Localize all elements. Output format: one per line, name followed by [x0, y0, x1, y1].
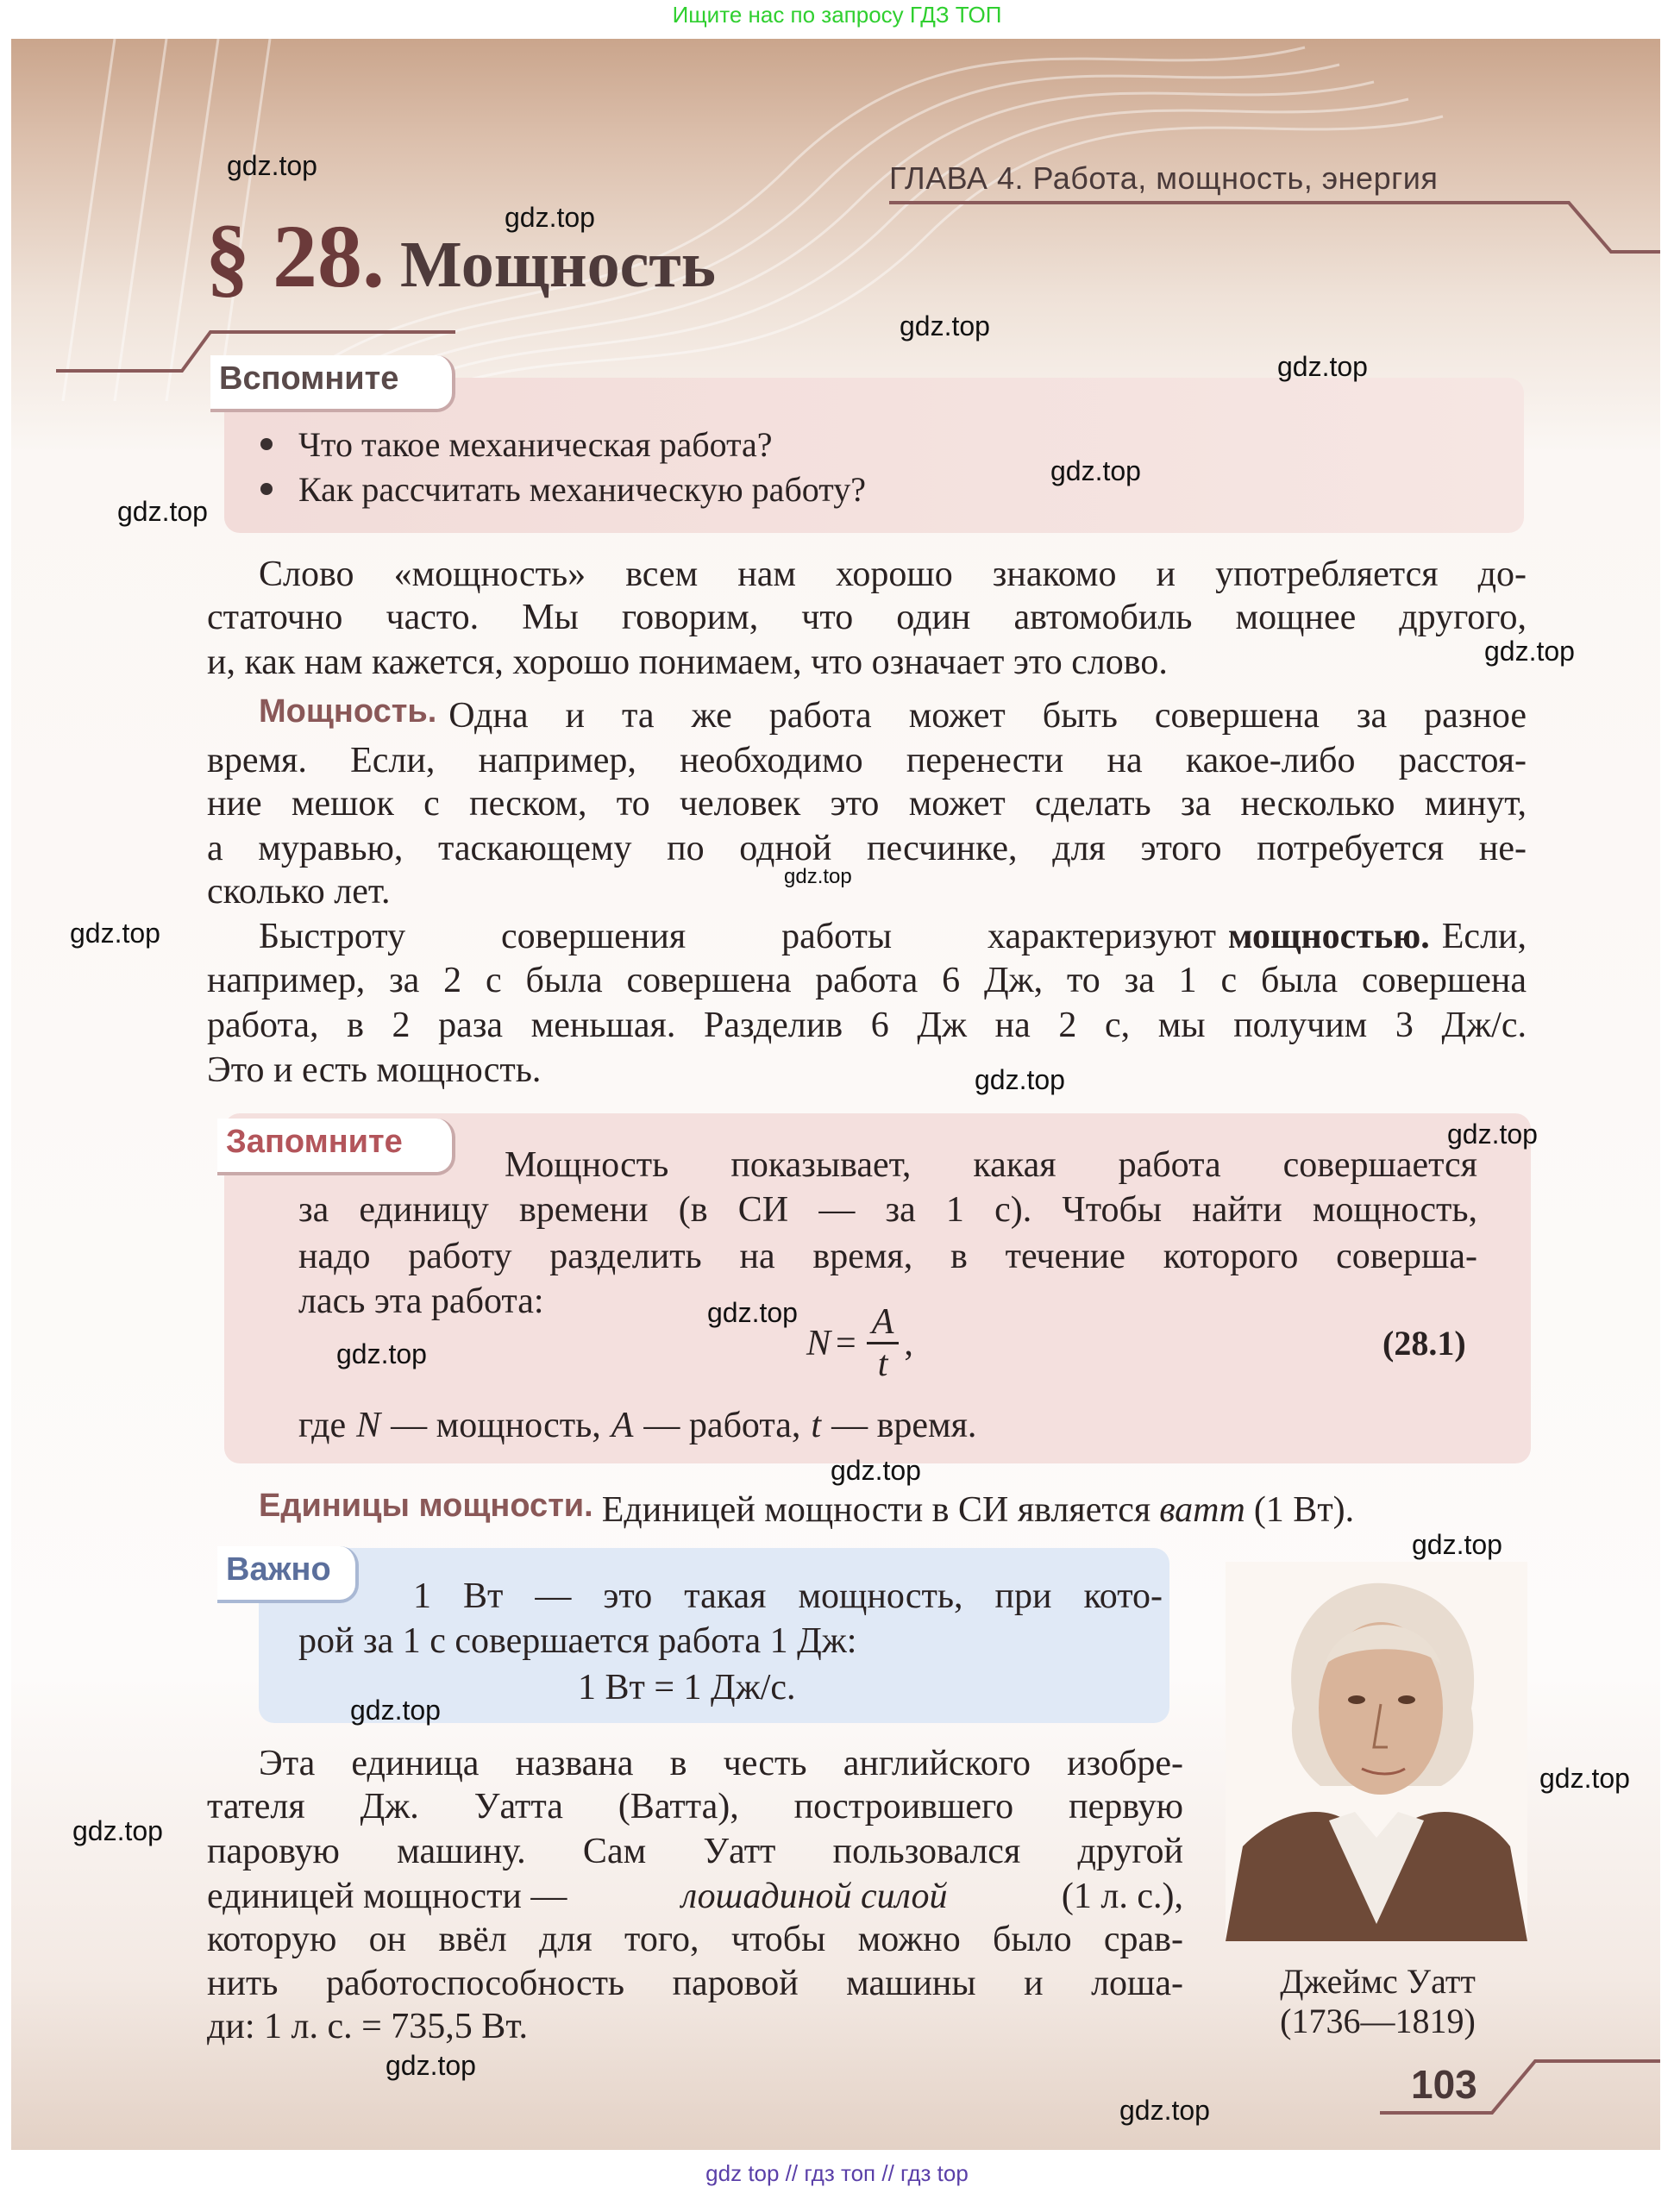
watermark: gdz.top: [1412, 1529, 1502, 1560]
power-formula: [806, 1302, 913, 1384]
text-fragment: где: [298, 1406, 347, 1445]
term-horsepower: лошадиной силой: [680, 1877, 948, 1916]
symbol-A: A: [611, 1406, 634, 1445]
watermark: gdz.top: [1447, 1119, 1538, 1150]
text-line: [207, 1874, 1183, 1919]
formula-numerator: A: [867, 1302, 900, 1344]
section-number: § 28.: [205, 207, 385, 306]
text-line: Эта единица названа в честь английского изобре-: [259, 1744, 1183, 1783]
term-watt: ватт: [1159, 1490, 1245, 1530]
search-hint-banner: Ищите нас по запросу ГДЗ ТОП: [672, 2, 1002, 28]
watermark: gdz.top: [505, 202, 595, 233]
text-line: ди: 1 л. с. = 735,5 Вт.: [207, 2007, 529, 2046]
chapter-header: ГЛАВА 4. Работа, мощность, энергия: [889, 160, 1439, 196]
watermark: gdz.top: [350, 1695, 441, 1726]
bullet-icon: [260, 483, 273, 495]
text-line: Это и есть мощность.: [207, 1050, 542, 1090]
important-formula: 1 Вт = 1 Дж/с.: [578, 1668, 796, 1708]
text-line: тателя Дж. Уатта (Ватта), построившего первую: [207, 1787, 1183, 1827]
page-title: [205, 205, 716, 308]
section-title: Мощность: [400, 229, 716, 301]
watermark: gdz.top: [70, 918, 160, 949]
bullet-icon: [260, 438, 273, 450]
watermark: gdz.top: [784, 865, 852, 888]
text-line: [259, 1488, 1527, 1532]
watermark: gdz.top: [1484, 636, 1575, 667]
text-fragment: Одна и та же работа может быть совершена за разное: [448, 696, 1527, 736]
text-fragment: Быстроту совершения работы характеризуют: [259, 917, 1216, 956]
watermark: gdz.top: [831, 1455, 921, 1486]
portrait-years: (1736—1819): [1280, 2002, 1476, 2040]
page-number-rule: [1380, 2052, 1660, 2121]
page-number: 103: [1411, 2062, 1477, 2107]
james-watt-portrait: [1226, 1562, 1527, 1941]
recall-item: Что такое механическая работа?: [298, 425, 773, 464]
text-line: [259, 914, 1527, 959]
text-fragment: единицей мощности —: [207, 1877, 567, 1916]
important-tab: Важно: [217, 1546, 359, 1603]
term-emphasis: мощностью.: [1227, 917, 1430, 956]
formula-denominator: t: [877, 1344, 888, 1384]
watermark: gdz.top: [117, 496, 208, 527]
watermark: gdz.top: [707, 1297, 798, 1328]
recall-tab: Вспомните: [210, 355, 455, 412]
text-fragment: — время.: [831, 1406, 977, 1445]
formula-symbol: N: [806, 1323, 831, 1363]
text-fragment: — мощность,: [391, 1406, 601, 1445]
important-line: рой за 1 с совершается работа 1 Дж:: [298, 1621, 857, 1661]
text-line: и, как нам кажется, хорошо понимаем, что означает это слово.: [207, 642, 1168, 682]
watermark: gdz.top: [1539, 1763, 1630, 1794]
important-line: 1 Вт — это такая мощность, при кото-: [413, 1576, 1163, 1616]
watermark: gdz.top: [72, 1815, 163, 1846]
remember-line: за единицу времени (в СИ — за 1 с). Чтобы найти мощность,: [298, 1190, 1477, 1230]
watermark: gdz.top: [386, 2050, 476, 2081]
watermark: gdz.top: [227, 150, 317, 181]
watermark: gdz.top: [975, 1064, 1065, 1095]
text-line: которую он ввёл для того, чтобы можно было срав-: [207, 1920, 1183, 1959]
remember-line: Мощность показывает, какая работа совершается: [505, 1145, 1477, 1185]
text-line: ние мешок с песком, то человек это может сделать за несколько минут,: [207, 784, 1527, 824]
symbol-N: N: [356, 1406, 381, 1445]
remember-line: лась эта работа:: [298, 1281, 544, 1321]
text-fragment: (1 л. с.),: [1061, 1877, 1183, 1916]
watermark: gdz.top: [1119, 2095, 1210, 2126]
watermark: gdz.top: [1050, 455, 1141, 486]
text-line: [259, 693, 1527, 738]
portrait-name: Джеймс Уатт: [1280, 1962, 1476, 2001]
text-fragment: Единицей мощности в СИ является: [601, 1490, 1151, 1530]
remember-tab: Запомните: [217, 1119, 455, 1175]
symbol-t: t: [811, 1406, 822, 1445]
text-fragment: (1 Вт).: [1253, 1490, 1355, 1530]
text-fragment: Если,: [1441, 917, 1527, 956]
watermark: gdz.top: [900, 310, 990, 342]
formula-legend: [298, 1403, 976, 1448]
remember-line: надо работу разделить на время, в течение которого соверша-: [298, 1237, 1477, 1276]
text-line: нить работоспособность паровой машины и лоша-: [207, 1964, 1183, 2003]
text-line: Слово «мощность» всем нам хорошо знакомо и употребляется до-: [259, 555, 1527, 594]
footer-links[interactable]: gdz top // гдз топ // гдз top: [705, 2160, 969, 2186]
watermark: gdz.top: [336, 1338, 427, 1369]
text-line: статочно часто. Мы говорим, что один автомобиль мощнее другого,: [207, 598, 1527, 637]
term-units: Единицы мощности.: [259, 1488, 593, 1524]
text-fragment: — работа,: [643, 1406, 801, 1445]
term-power: Мощность.: [259, 693, 437, 730]
header-rules: [0, 0, 1674, 397]
watermark: gdz.top: [1277, 351, 1368, 382]
text-line: работа, в 2 раза меньшая. Разделив 6 Дж на 2 с, мы получим 3 Дж/с.: [207, 1006, 1527, 1045]
text-line: сколько лет.: [207, 872, 391, 912]
recall-item: Как рассчитать механическую работу?: [298, 470, 866, 509]
formula-comma: ,: [904, 1323, 913, 1363]
text-line: паровую машину. Сам Уатт пользовался другой: [207, 1832, 1183, 1871]
formula-number: (28.1): [1382, 1324, 1466, 1363]
text-line: а муравью, таскающему по одной песчинке, для этого потребуется не-: [207, 829, 1527, 868]
text-line: время. Если, например, необходимо перенести на какое-либо расстоя-: [207, 741, 1527, 780]
formula-equals: =: [836, 1323, 856, 1363]
text-line: например, за 2 с была совершена работа 6 Дж, то за 1 с была совершена: [207, 961, 1527, 1000]
formula-fraction: [867, 1302, 900, 1384]
